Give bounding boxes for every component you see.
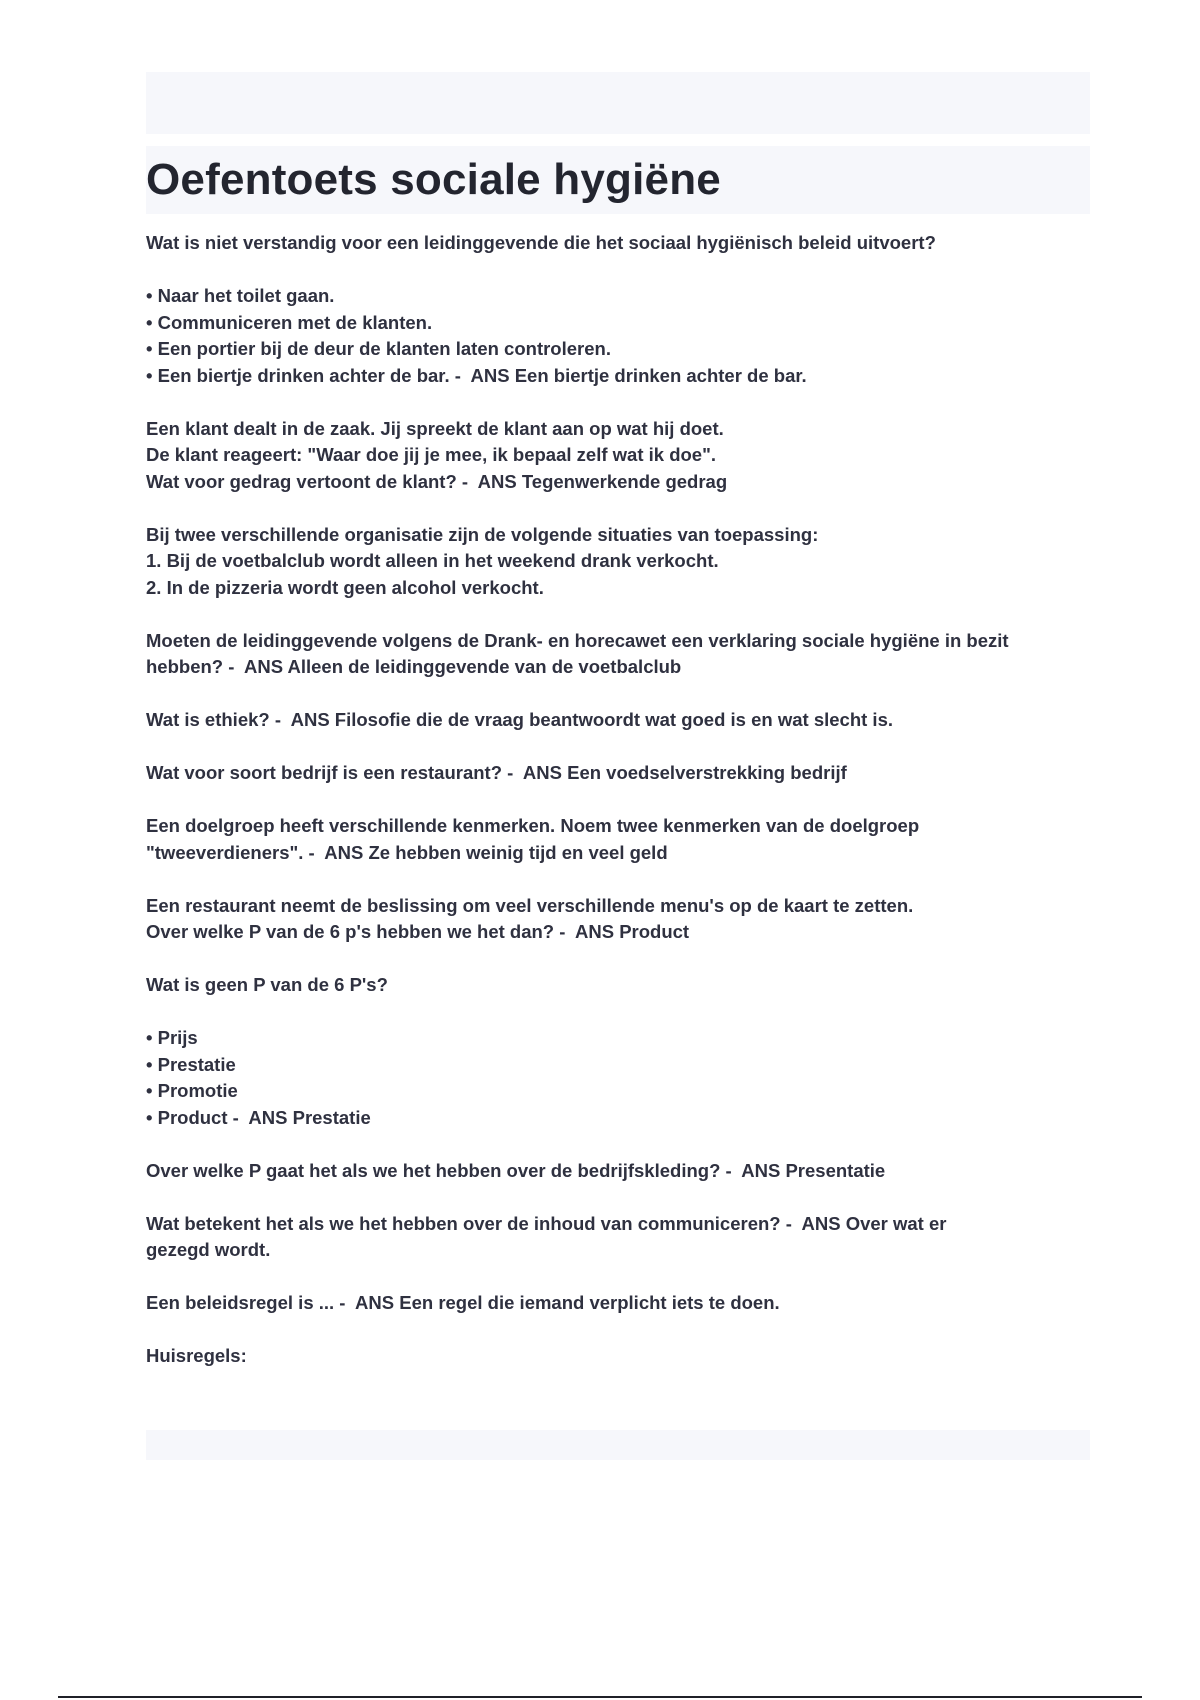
text-line: Een doelgroep heeft verschillende kenmerken. Noem twee kenmerken van de doelgroep bbox=[146, 815, 920, 836]
text-line: • Product - ANS Prestatie bbox=[146, 1106, 371, 1128]
text-line: Een beleidsregel is ... - ANS Een regel die iemand verplicht iets te doen. bbox=[146, 1292, 780, 1313]
text-line: Wat is niet verstandig voor een leidinggevende die het sociaal hygiënisch beleid uitvoert? bbox=[146, 232, 936, 253]
text-line: 2. In de pizzeria wordt geen alcohol verkocht. bbox=[146, 576, 544, 598]
document-body bbox=[146, 230, 1090, 1370]
text-line: • Een portier bij de deur de klanten laten controleren. bbox=[146, 338, 611, 359]
paragraph bbox=[146, 1158, 1090, 1185]
text-line: Wat is ethiek? - ANS Filosofie die de vraag beantwoordt wat goed is en wat slecht is. bbox=[146, 709, 893, 730]
page-title: Oefentoets sociale hygiëne bbox=[146, 155, 721, 204]
paragraph bbox=[146, 972, 1090, 999]
header-band bbox=[146, 72, 1090, 134]
paragraph bbox=[146, 893, 1090, 946]
text-line: • Communiceren met de klanten. bbox=[146, 311, 433, 333]
paragraph bbox=[146, 1343, 1090, 1370]
text-line: • Een biertje drinken achter de bar. - ANS Een biertje drinken achter de bar. bbox=[146, 364, 807, 386]
text-line: De klant reageert: "Waar doe jij je mee, ik bepaal zelf wat ik doe". bbox=[146, 444, 716, 465]
footer-divider bbox=[58, 1696, 1142, 1698]
text-line: Bij twee verschillende organisatie zijn de volgende situaties van toepassing: bbox=[146, 523, 819, 545]
text-line: Een klant dealt in de zaak. Jij spreekt de klant aan op wat hij doet. bbox=[146, 417, 724, 439]
text-line: Wat is geen P van de 6 P's? bbox=[146, 974, 388, 995]
text-line: • Prijs bbox=[146, 1027, 198, 1048]
text-line: • Prestatie bbox=[146, 1053, 236, 1075]
text-line: Over welke P van de 6 p's hebben we het dan? - ANS Product bbox=[146, 921, 690, 942]
paragraph bbox=[146, 416, 1090, 496]
text-line: "tweeverdieners". - ANS Ze hebben weinig tijd en veel geld bbox=[146, 841, 668, 863]
paragraph bbox=[146, 1025, 1090, 1131]
paragraph bbox=[146, 522, 1090, 602]
text-line: Een restaurant neemt de beslissing om veel verschillende menu's op de kaart te zetten. bbox=[146, 894, 914, 916]
paragraph bbox=[146, 628, 1090, 681]
paragraph bbox=[146, 1211, 1090, 1264]
text-line: 1. Bij de voetbalclub wordt alleen in het weekend drank verkocht. bbox=[146, 550, 719, 571]
text-line: Wat voor gedrag vertoont de klant? - ANS Tegenwerkende gedrag bbox=[146, 470, 728, 492]
text-line: Wat betekent het als we het hebben over de inhoud van communiceren? - ANS Over wat er bbox=[146, 1212, 947, 1234]
paragraph bbox=[146, 707, 1090, 734]
text-line: • Promotie bbox=[146, 1080, 238, 1101]
text-line: hebben? - ANS Alleen de leidinggevende van de voetbalclub bbox=[146, 656, 682, 677]
paragraph bbox=[146, 760, 1090, 787]
document-page bbox=[146, 72, 1090, 1370]
paragraph bbox=[146, 230, 1090, 257]
text-line: Wat voor soort bedrijf is een restaurant? - ANS Een voedselverstrekking bedrijf bbox=[146, 762, 847, 783]
paragraph bbox=[146, 813, 1090, 866]
text-line: • Naar het toilet gaan. bbox=[146, 285, 335, 306]
text-line: Moeten de leidinggevende volgens de Drank- en horecawet een verklaring sociale hygiëne in bezit bbox=[146, 629, 1009, 651]
text-line: gezegd wordt. bbox=[146, 1239, 271, 1260]
paragraph bbox=[146, 283, 1090, 389]
paragraph bbox=[146, 1290, 1090, 1317]
text-line: Huisregels: bbox=[146, 1345, 247, 1366]
footer-band bbox=[146, 1430, 1090, 1460]
text-line: Over welke P gaat het als we het hebben over de bedrijfskleding? - ANS Presentatie bbox=[146, 1159, 886, 1181]
title-band bbox=[146, 146, 1090, 214]
